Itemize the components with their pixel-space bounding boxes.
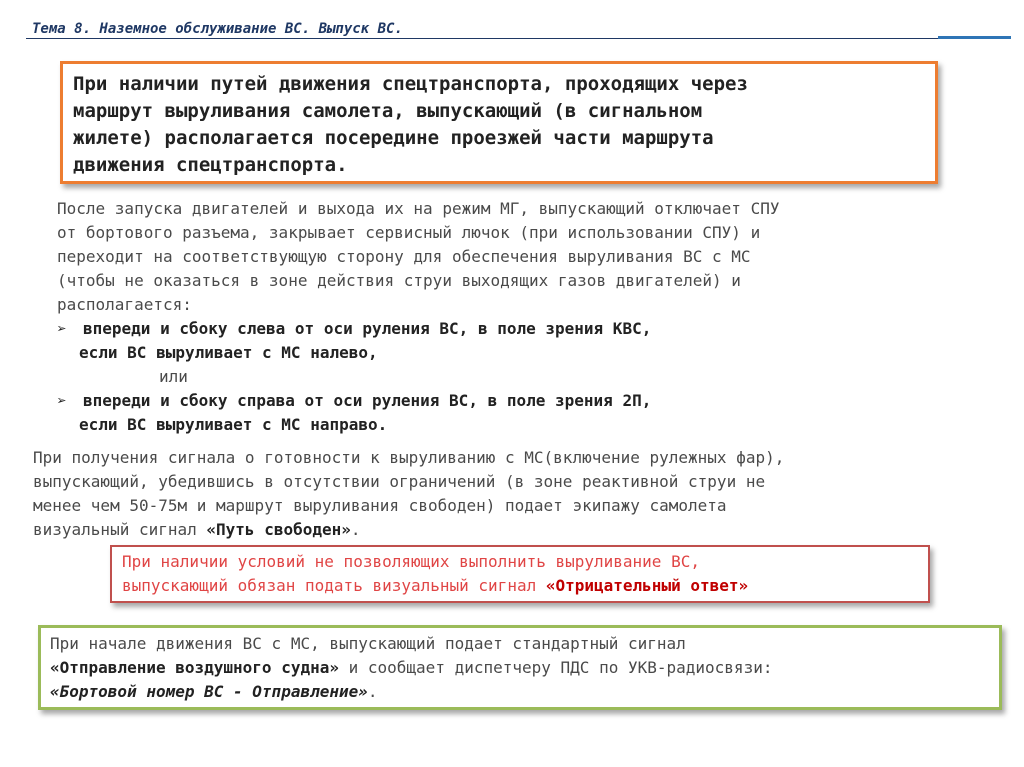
engine-start-paragraph xyxy=(57,197,779,317)
warning-line: При наличии условий не позволяющих выполнить выруливание ВС, xyxy=(122,552,700,571)
paragraph-line: располагается: xyxy=(57,295,192,314)
header-divider xyxy=(26,38,1011,39)
signal-name: «Отправление воздушного судна» xyxy=(50,658,339,677)
orange-note-box xyxy=(60,61,938,184)
paragraph-text: . xyxy=(350,520,361,539)
bullet-continuation: если ВС выруливает с МС направо. xyxy=(79,415,388,434)
taxi-signal-paragraph xyxy=(33,446,784,542)
paragraph-text: визуальный сигнал xyxy=(33,520,207,539)
paragraph-line: При получения сигнала о готовности к выруливанию с МС(включение рулежных фар), xyxy=(33,448,785,467)
warning-line xyxy=(122,574,918,598)
bullet-item-left xyxy=(57,317,651,341)
paragraph-line: После запуска двигателей и выхода их на режим МГ, выпускающий отключает СПУ xyxy=(57,199,780,218)
or-separator: или xyxy=(159,367,188,386)
red-warning-box xyxy=(110,545,930,603)
paragraph-line: (чтобы не оказаться в зоне действия струи выходящих газов двигателей) и xyxy=(57,271,741,290)
paragraph-line: переходит на соответствующую сторону для обеспечения выруливания ВС с МС xyxy=(57,247,751,266)
paragraph-line: менее чем 50-75м и маршрут выруливания свободен) подает экипажу самолета xyxy=(33,496,727,515)
position-bullet-list xyxy=(57,317,651,437)
arrow-bullet-icon: ➢ xyxy=(57,319,67,338)
bullet-continuation: если ВС выруливает с МС налево, xyxy=(79,343,378,362)
info-line xyxy=(50,656,990,680)
bullet-text: впереди и сбоку слева от оси руления ВС, в поле зрения КВС, xyxy=(83,319,652,338)
paragraph-line: выпускающий, убедившись в отсутствии ограничений (в зоне реактивной струи не xyxy=(33,472,766,491)
info-line: При начале движения ВС с МС, выпускающий подает стандартный сигнал xyxy=(50,634,686,653)
info-text: . xyxy=(367,682,378,701)
arrow-bullet-icon: ➢ xyxy=(57,391,67,410)
green-info-box xyxy=(38,625,1002,710)
paragraph-line xyxy=(33,518,784,542)
info-line xyxy=(50,680,990,704)
header-divider-accent xyxy=(938,36,1011,39)
bullet-item-right xyxy=(57,389,651,413)
orange-note-line: При наличии путей движения спецтранспорта, проходящих через xyxy=(73,73,748,95)
warning-text: выпускающий обязан подать визуальный сигнал xyxy=(122,576,546,595)
signal-name: «Отрицательный ответ» xyxy=(545,576,749,595)
orange-note-line: маршрут выруливания самолета, выпускающий (в сигнальном xyxy=(73,100,703,122)
radio-phrase: «Бортовой номер ВС - Отправление» xyxy=(50,682,368,701)
page-title: Тема 8. Наземное обслуживание ВС. Выпуск ВС. xyxy=(32,21,403,37)
bullet-text: впереди и сбоку справа от оси руления ВС, в поле зрения 2П, xyxy=(83,391,652,410)
info-text: и сообщает диспетчеру ПДС по УКВ-радиосвязи: xyxy=(338,658,773,677)
orange-note-line: жилете) располагается посередине проезжей части маршрута xyxy=(73,127,714,149)
signal-name: «Путь свободен» xyxy=(206,520,351,539)
paragraph-line: от бортового разъема, закрывает сервисный лючок (при использовании СПУ) и xyxy=(57,223,761,242)
orange-note-line: движения спецтранспорта. xyxy=(73,154,348,176)
